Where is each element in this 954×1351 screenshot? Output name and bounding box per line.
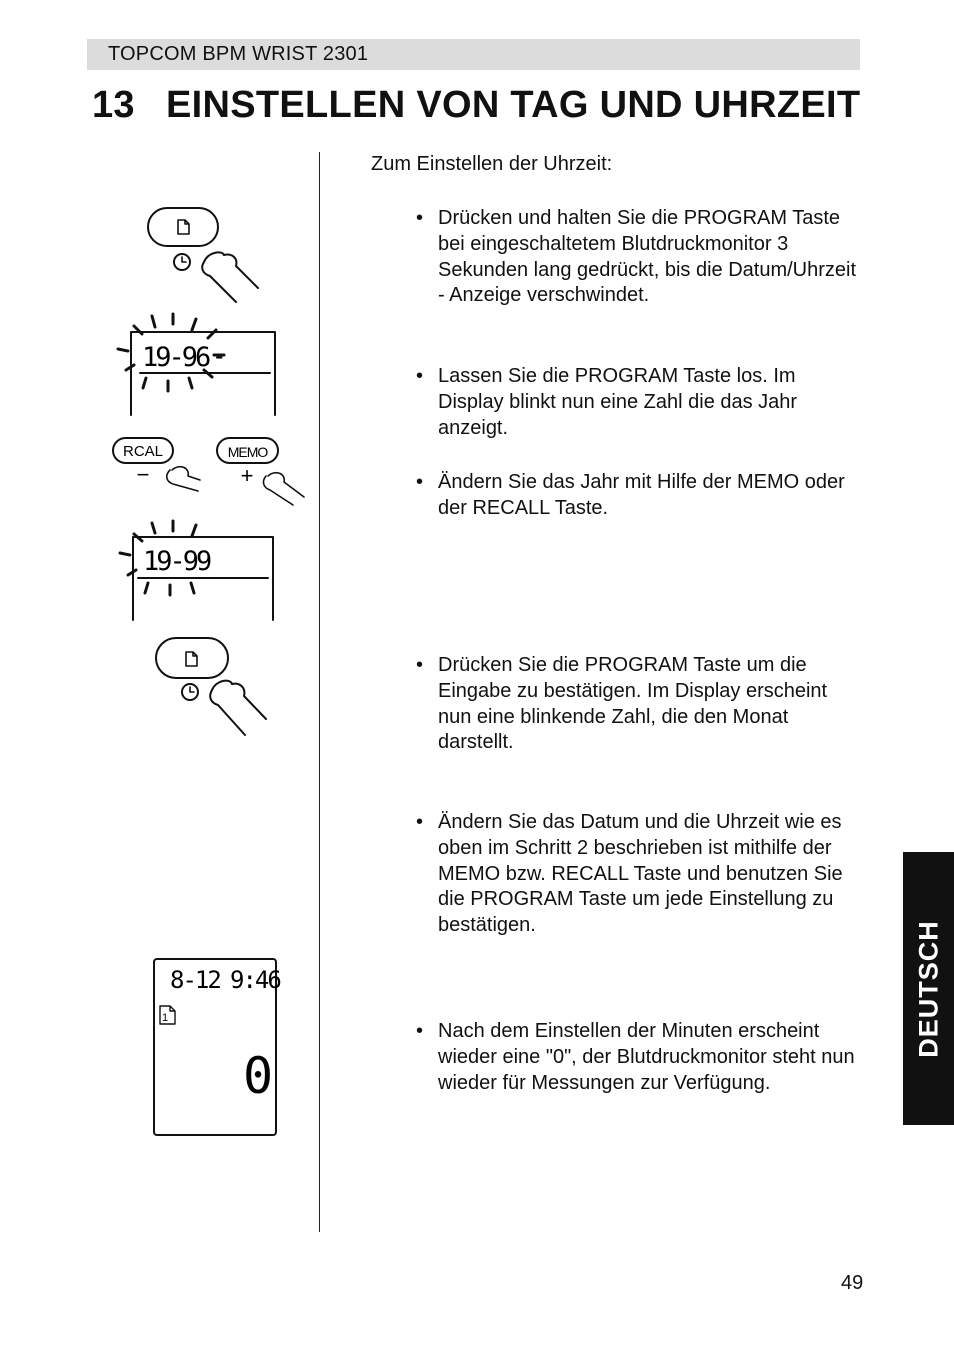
- bullet-dot: •: [416, 1020, 424, 1042]
- bullet-text: Ändern Sie das Datum und die Uhrzeit wie es oben im Schritt 2 beschrieben ist mithilfe der MEMO bzw. RECALL Taste und benutzen Sie die PROGRAM Taste um jede Einstellung zu bestätigen.: [438, 811, 843, 937]
- lcd-year-text-2: 19-99: [143, 546, 210, 577]
- final-reading-text: 0: [243, 1047, 274, 1105]
- bullet-text: Drücken Sie die PROGRAM Taste um die Eingabe zu bestätigen. Im Display erscheint nun eine blinkende Zahl, die den Monat darstellt.: [438, 654, 828, 754]
- program-button: [148, 208, 218, 246]
- intro-text: Zum Einstellen der Uhrzeit:: [371, 153, 613, 175]
- section-title-text: EINSTELLEN VON TAG UND UHRZEIT: [166, 84, 861, 126]
- document-icon: [186, 652, 197, 666]
- finger-icon: [167, 467, 200, 491]
- bullet-text: Drücken und halten Sie die PROGRAM Taste bei eingeschaltetem Blutdruckmonitor 3 Sekunden lang gedrückt, bis die Datum/Uhrzeit - Anzeige verschwindet.: [438, 207, 857, 307]
- program-button-figure-2: [156, 638, 266, 735]
- minus-sign: −: [136, 462, 150, 487]
- finger-icon: [202, 255, 258, 302]
- program-button: [156, 638, 228, 678]
- bullet-dot: •: [416, 207, 424, 229]
- section-number: 13: [92, 84, 135, 126]
- program-button-figure-1: [148, 208, 258, 302]
- plus-sign: +: [240, 463, 254, 488]
- document-icon: [178, 220, 189, 234]
- page-number: 49: [841, 1272, 864, 1294]
- memory-slot-number: 1: [162, 1012, 169, 1024]
- bullet-dot: •: [416, 811, 424, 833]
- lcd-year-text-1: 19-96: [142, 342, 209, 373]
- memo-button-label: MEMO: [227, 444, 268, 460]
- bullet-text: Ändern Sie das Jahr mit Hilfe der MEMO oder der RECALL Taste.: [438, 471, 845, 519]
- bullet-dot: •: [416, 365, 424, 387]
- header-product-name: TOPCOM BPM WRIST 2301: [108, 43, 369, 65]
- bullet-text: Lassen Sie die PROGRAM Taste los. Im Display blinkt nun eine Zahl die das Jahr anzeigt.: [438, 365, 798, 439]
- bullet-text: Nach dem Einstellen der Minuten erscheint wieder eine "0", der Blutdruckmonitor steht nun wieder für Messungen zur Verfügung.: [438, 1020, 855, 1094]
- finger-icon: [263, 473, 304, 505]
- final-date-text: 8-12: [170, 966, 220, 994]
- finger-icon: [210, 684, 266, 735]
- language-label: DEUTSCH: [913, 919, 943, 1058]
- lcd-dash: -: [212, 342, 227, 370]
- rcal-button-label: RCAL: [122, 443, 164, 460]
- bullet-dot: •: [416, 654, 424, 676]
- language-side-tab: [903, 852, 954, 1125]
- bullet-dot: •: [416, 471, 424, 493]
- final-time-text: 9:46: [230, 966, 280, 994]
